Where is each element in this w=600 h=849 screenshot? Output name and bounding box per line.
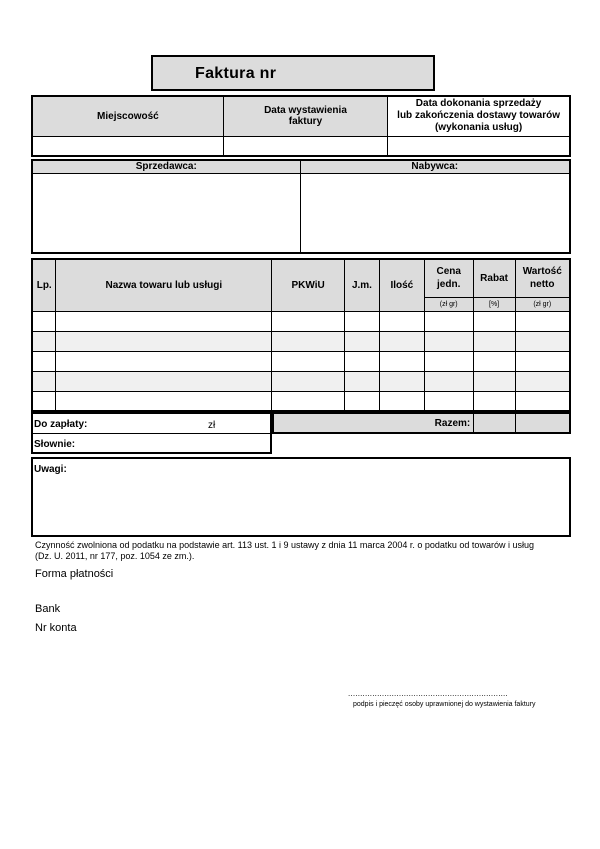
ilosc-header: Ilość xyxy=(379,259,424,311)
signature-line: .................................................................. xyxy=(348,689,508,698)
zl-label: zł xyxy=(208,420,216,431)
payment-summary-box xyxy=(31,412,272,454)
razem-label: Razem: xyxy=(273,413,474,433)
slownie-label: Słownie: xyxy=(34,439,76,450)
rabat-header: Rabat xyxy=(473,259,515,297)
header-table xyxy=(31,95,571,157)
pkwiu-header: PKWiU xyxy=(272,259,345,311)
lp-header: Lp. xyxy=(32,259,56,311)
razem-rabat-field[interactable] xyxy=(474,413,516,433)
sprzedawca-field[interactable] xyxy=(32,173,300,253)
jm-header: J.m. xyxy=(345,259,380,311)
cena-unit: (zł gr) xyxy=(424,297,473,311)
forma-platnosci-label: Forma płatności xyxy=(35,568,114,580)
signature-caption: podpis i pieczęć osoby uprawnionej do wystawienia faktury xyxy=(353,701,536,708)
sprzedawca-header: Sprzedawca: xyxy=(32,160,300,173)
miejscowosc-field[interactable] xyxy=(32,136,223,156)
cena-header: Cena jedn. xyxy=(424,259,473,297)
data-dokonania-field[interactable] xyxy=(388,136,570,156)
data-dokonania-header: Data dokonania sprzedaży lub zakończenia dostawy towarów (wykonania usług) xyxy=(388,96,570,136)
table-row xyxy=(32,371,570,391)
data-wystawienia-field[interactable] xyxy=(223,136,387,156)
nazwa-header: Nazwa towaru lub usługi xyxy=(56,259,272,311)
data-wystawienia-header: Data wystawienia faktury xyxy=(223,96,387,136)
table-row xyxy=(32,311,570,331)
uwagi-label: Uwagi: xyxy=(34,464,67,475)
wartosc-header: Wartość netto xyxy=(515,259,570,297)
razem-table xyxy=(272,412,571,434)
nr-konta-label: Nr konta xyxy=(35,622,77,634)
nabywca-header: Nabywca: xyxy=(300,160,570,173)
razem-wartosc-field[interactable] xyxy=(515,413,570,433)
rabat-unit: [%] xyxy=(473,297,515,311)
table-row xyxy=(32,391,570,411)
parties-table xyxy=(31,159,571,254)
table-row xyxy=(32,351,570,371)
table-row xyxy=(32,331,570,351)
invoice-title-box xyxy=(151,55,435,91)
do-zaplaty-label: Do zapłaty: xyxy=(34,419,88,430)
wartosc-unit: (zł gr) xyxy=(515,297,570,311)
nabywca-field[interactable] xyxy=(300,173,570,253)
bank-label: Bank xyxy=(35,603,61,615)
vat-exemption-note: Czynność zwolniona od podatku na podstawie art. 113 ust. 1 i 9 ustawy z dnia 11 marca 2004 r. o podatku od towarów i usług (Dz. U. 2011, nr 177, poz. 1054 ze zm.). xyxy=(35,540,534,561)
uwagi-box[interactable] xyxy=(31,457,571,537)
miejscowosc-header: Miejscowość xyxy=(32,96,223,136)
items-table xyxy=(31,258,571,412)
invoice-title: Faktura nr xyxy=(195,65,277,82)
